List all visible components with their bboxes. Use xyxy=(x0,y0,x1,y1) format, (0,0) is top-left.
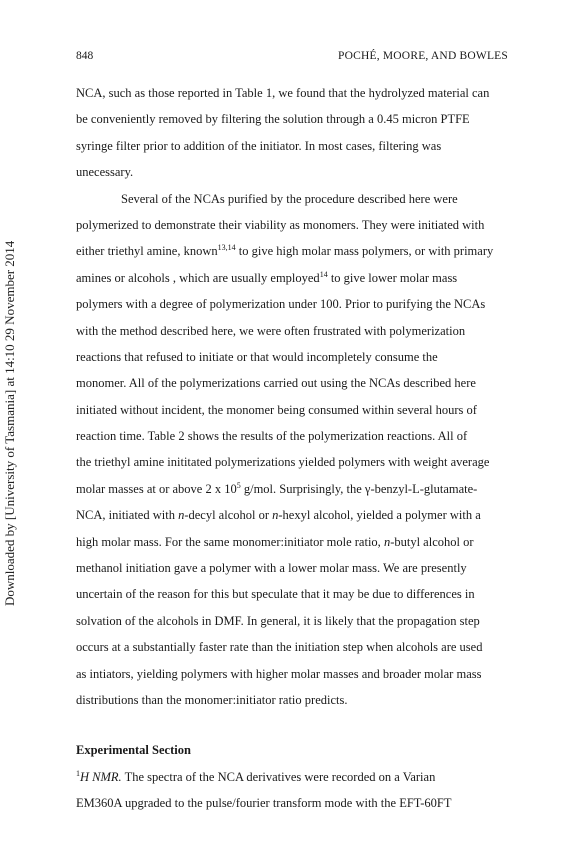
text-line: initiated without incident, the monomer being consumed within several hours of xyxy=(76,402,477,417)
download-stamp: Downloaded by [University of Tasmania] at 14:10 29 November 2014 xyxy=(2,240,17,606)
text-fragment: either triethyl amine, known xyxy=(76,244,218,259)
text-line xyxy=(76,502,516,528)
text-line: EM360A upgraded to the pulse/fourier transform mode with the EFT-60FT xyxy=(76,796,452,811)
text-line xyxy=(76,238,516,264)
text-fragment: amines or alcohols , which are usually employed xyxy=(76,270,320,285)
exponent-superscript: 5 xyxy=(236,480,241,490)
text-line: monomer. All of the polymerizations carried out using the NCAs described here xyxy=(76,376,476,391)
text-line: methanol initiation gave a polymer with a lower molar mass. We are presently xyxy=(76,561,467,576)
citation-superscript: 13,14 xyxy=(217,243,236,253)
text-line: reactions that refused to initiate or that would incompletely consume the xyxy=(76,349,438,364)
article-body xyxy=(76,80,516,817)
text-line: NCA, such as those reported in Table 1, we found that the hydrolyzed material can xyxy=(76,86,490,100)
nmr-label: H NMR. xyxy=(80,769,122,784)
text-line xyxy=(76,764,516,790)
text-fragment: The spectra of the NCA derivatives were recorded on a Varian xyxy=(121,769,436,784)
text-line: unecessary. xyxy=(76,165,134,180)
text-fragment: g/mol. Surprisingly, the γ-benzyl-L-glutamate- xyxy=(240,481,478,496)
isotope-superscript: 1 xyxy=(76,768,80,778)
running-head: POCHÉ, MOORE, AND BOWLES xyxy=(338,50,508,62)
text-line: syringe filter prior to addition of the initiator. In most cases, filtering was xyxy=(76,138,442,153)
text-fragment: to give high molar mass polymers, or with primary xyxy=(235,244,494,259)
paragraph-start: Several of the NCAs purified by the procedure described here were xyxy=(121,191,458,206)
text-line: as intiators, yielding polymers with higher molar masses and broader molar mass xyxy=(76,666,482,681)
italic-n: n xyxy=(383,534,391,549)
text-fragment: -butyl alcohol or xyxy=(390,534,474,549)
text-fragment: high molar mass. For the same monomer:initiator mole ratio, xyxy=(76,534,384,549)
text-line: be conveniently removed by filtering the solution through a 0.45 micron PTFE xyxy=(76,112,470,127)
citation-superscript: 14 xyxy=(319,269,328,279)
text-line: solvation of the alcohols in DMF. In general, it is likely that the propagation step xyxy=(76,613,480,628)
section-heading: Experimental Section xyxy=(76,743,191,758)
text-line: distributions than the monomer:initiator ratio predicts. xyxy=(76,692,348,707)
text-line: polymerized to demonstrate their viability as monomers. They were initiated with xyxy=(76,217,485,232)
text-fragment: to give lower molar mass xyxy=(327,270,458,285)
text-line xyxy=(76,265,516,291)
italic-n: n xyxy=(178,508,185,523)
text-line xyxy=(76,529,516,555)
text-line: uncertain of the reason for this but speculate that it may be due to differences in xyxy=(76,587,475,602)
text-line xyxy=(76,476,516,502)
text-fragment: -hexyl alcohol, yielded a polymer with a xyxy=(278,508,481,523)
text-fragment: molar masses at or above 2 x 10 xyxy=(76,481,237,496)
page-number: 848 xyxy=(76,50,94,62)
paragraph-gap xyxy=(76,713,516,737)
text-fragment: NCA, initiated with xyxy=(76,508,179,523)
text-line: the triethyl amine inititated polymerizations yielded polymers with weight average xyxy=(76,455,490,470)
text-line: occurs at a substantially faster rate than the initiation step when alcohols are used xyxy=(76,640,483,655)
text-line: polymers with a degree of polymerization under 100. Prior to purifying the NCAs xyxy=(76,297,486,312)
italic-n: n xyxy=(272,508,279,523)
text-fragment: -decyl alcohol or xyxy=(184,508,273,523)
text-line: with the method described here, we were often frustrated with polymerization xyxy=(76,323,466,338)
text-line: reaction time. Table 2 shows the results of the polymerization reactions. All of xyxy=(76,429,468,444)
